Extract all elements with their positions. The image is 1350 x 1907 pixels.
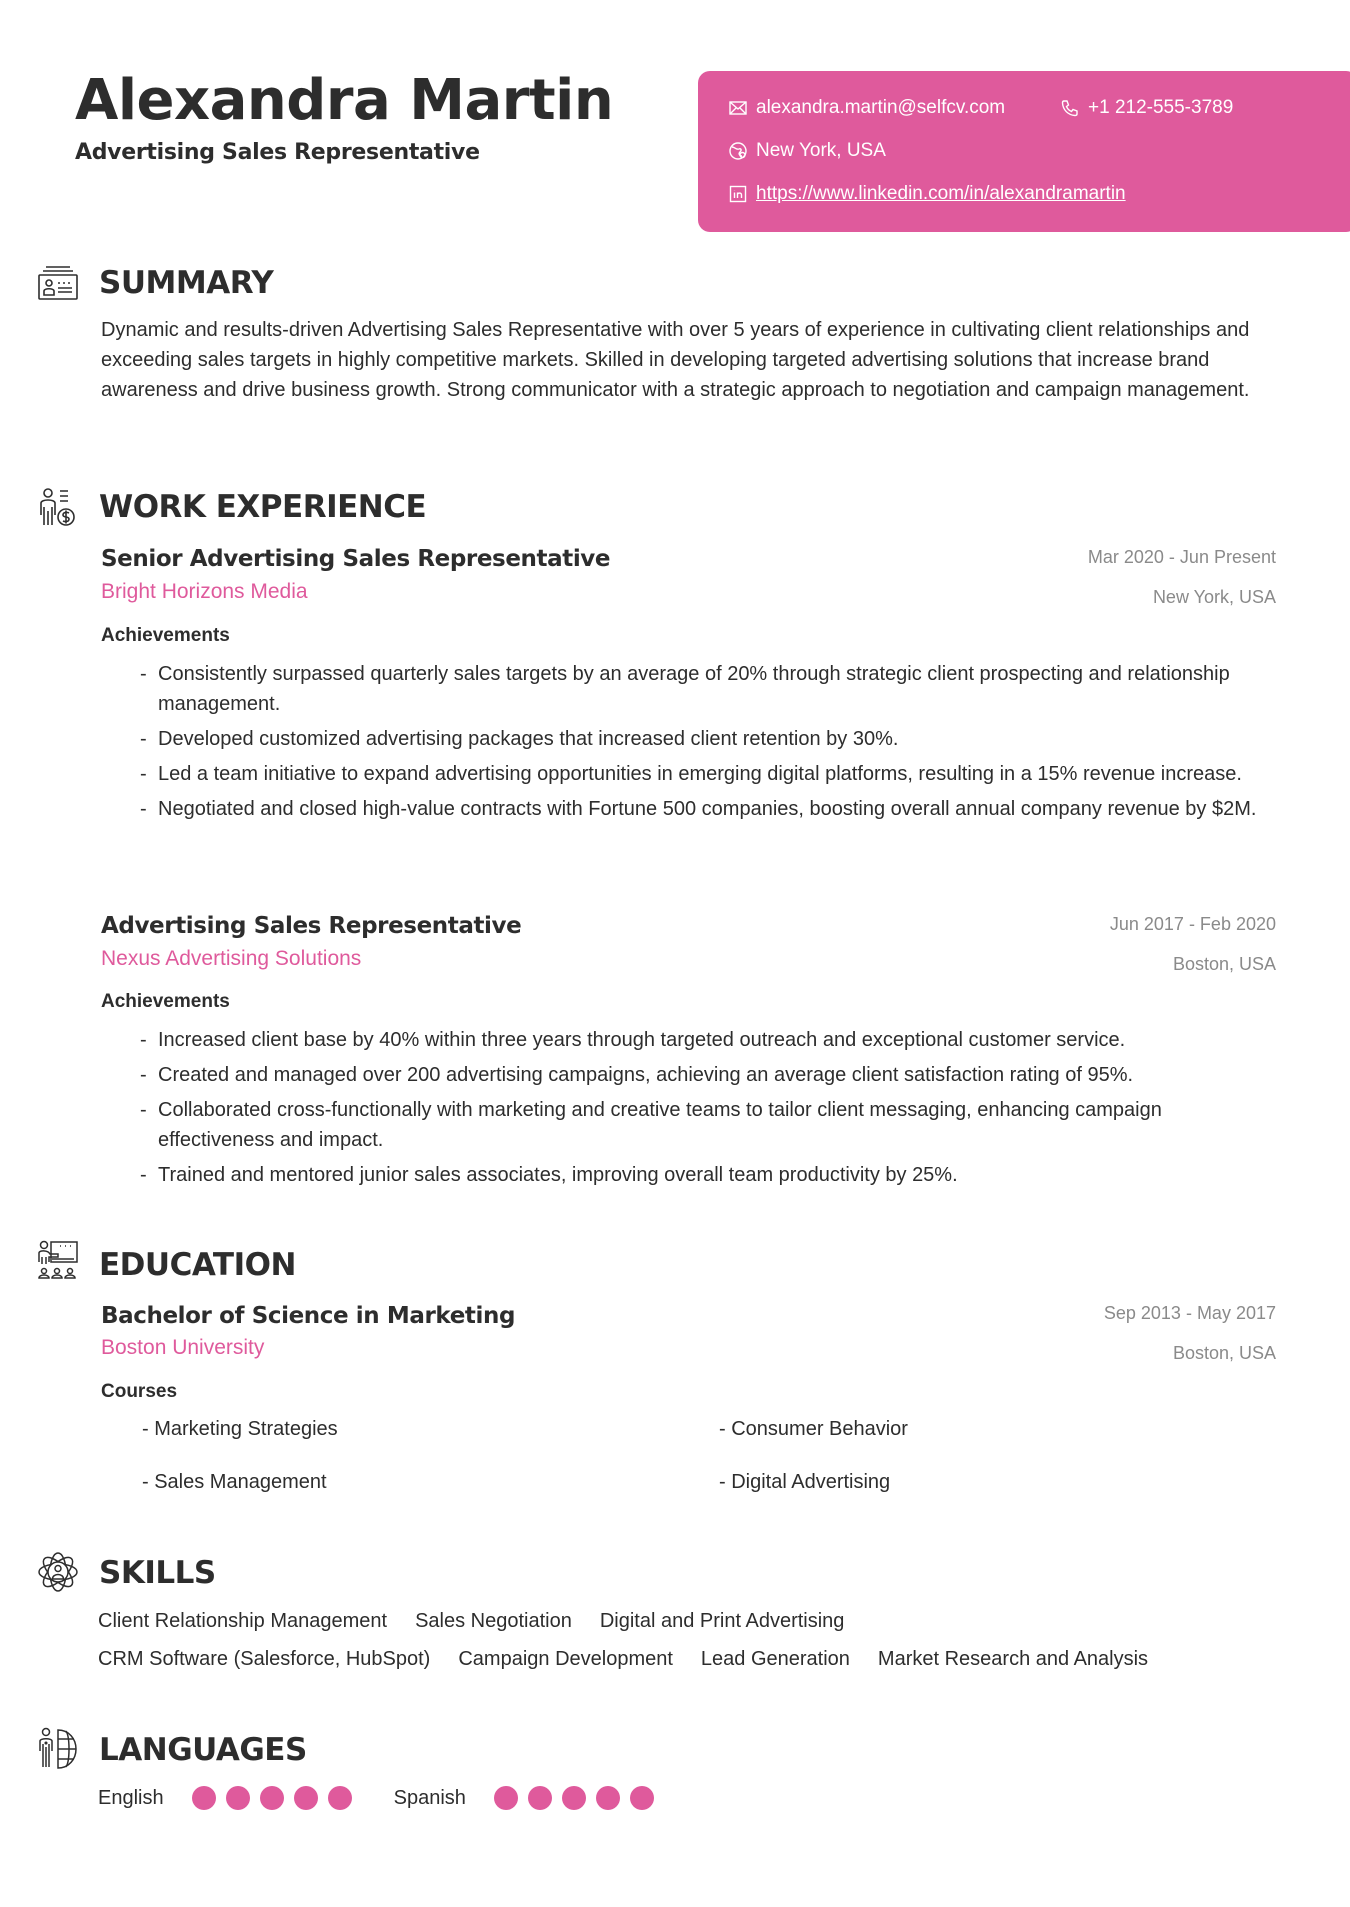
education-dates: Sep 2013 - May 2017: [1103, 1303, 1276, 1323]
achievement-item: - Led a team initiative to expand advertising opportunities in emerging digital platforms, resulting in a 15% revenue increase.: [140, 759, 1280, 789]
languages-heading: LANGUAGES: [99, 1732, 307, 1768]
teacher-classroom-icon: [36, 1240, 80, 1284]
experience-heading: WORK EXPERIENCE: [99, 489, 427, 525]
level-dot: [528, 1786, 552, 1810]
education-location: Boston, USA: [1172, 1343, 1276, 1363]
job-role: Senior Advertising Sales Representative: [101, 546, 611, 572]
course-item: - Consumer Behavior: [719, 1418, 908, 1440]
level-dot: [630, 1786, 654, 1810]
language-level-english: [192, 1786, 352, 1810]
email-text: alexandra.martin@selfcv.com: [756, 97, 1006, 118]
linkedin-icon: [728, 184, 748, 204]
job-company: Bright Horizons Media: [101, 580, 308, 603]
courses-label: Courses: [101, 1381, 178, 1402]
person-money-icon: [36, 487, 80, 531]
language-level-spanish: [494, 1786, 654, 1810]
skills-heading: SKILLS: [99, 1555, 216, 1591]
level-dot: [596, 1786, 620, 1810]
language-name: Spanish: [393, 1786, 466, 1809]
skill-item: Digital and Print Advertising: [599, 1610, 845, 1632]
summary-text: Dynamic and results-driven Advertising Sales Representative with over 5 years of experience in cultivating client relationships and exceeding sales targets in highly competitive markets. Skilled in developing targeted advertising solutions that increase brand awareness and drive business growth. Strong communicator with a strategic approach to negotiation and campaign management.: [101, 319, 1250, 401]
level-dot: [294, 1786, 318, 1810]
job-location: Boston, USA: [1172, 954, 1276, 974]
achievements-list: [140, 659, 1280, 829]
achievement-item: - Created and managed over 200 advertising campaigns, achieving an average client satisfaction rating of 95%.: [140, 1060, 1280, 1090]
phone-icon: [1060, 98, 1080, 118]
skill-item: Client Relationship Management: [98, 1610, 388, 1632]
person-globe-icon: [36, 1727, 80, 1771]
contact-panel: [698, 71, 1350, 232]
summary-heading: SUMMARY: [99, 265, 274, 301]
education-heading: EDUCATION: [99, 1247, 296, 1283]
globe-location-icon: [728, 141, 748, 161]
job-dates: Mar 2020 - Jun Present: [1087, 547, 1276, 567]
skill-item: Lead Generation: [700, 1648, 850, 1670]
skill-item: Sales Negotiation: [415, 1610, 572, 1632]
skills-row-1: [98, 1610, 844, 1633]
course-item: - Sales Management: [142, 1471, 327, 1493]
course-item: - Digital Advertising: [719, 1471, 891, 1493]
level-dot: [328, 1786, 352, 1810]
school: Boston University: [101, 1336, 265, 1359]
degree: Bachelor of Science in Marketing: [101, 1303, 516, 1329]
achievements-label: Achievements: [101, 625, 230, 646]
job-dates: Jun 2017 - Feb 2020: [1109, 914, 1276, 934]
person-mandala-icon: [36, 1550, 80, 1594]
job-role: Advertising Sales Representative: [101, 913, 522, 939]
candidate-title: Advertising Sales Representative: [75, 140, 480, 165]
language-name: English: [98, 1786, 164, 1809]
achievement-item: - Increased client base by 40% within three years through targeted outreach and exceptional customer service.: [140, 1025, 1280, 1055]
location-text: New York, USA: [756, 140, 886, 161]
achievement-item: - Trained and mentored junior sales associates, improving overall team productivity by 25%.: [140, 1160, 1280, 1190]
level-dot: [192, 1786, 216, 1810]
contact-email[interactable]: [728, 97, 1005, 119]
linkedin-link[interactable]: https://www.linkedin.com/in/alexandramartin: [756, 183, 1126, 204]
job-location: New York, USA: [1152, 587, 1276, 607]
skill-item: CRM Software (Salesforce, HubSpot): [98, 1648, 431, 1670]
achievements-label: Achievements: [101, 991, 230, 1012]
achievement-item: - Consistently surpassed quarterly sales targets by an average of 20% through strategic client prospecting and relationship management.: [140, 659, 1280, 719]
id-card-icon: [36, 262, 80, 306]
achievements-list: [140, 1025, 1280, 1195]
envelope-icon: [728, 98, 748, 118]
skill-item: Campaign Development: [458, 1648, 673, 1670]
contact-linkedin[interactable]: [728, 183, 1126, 205]
skill-item: Market Research and Analysis: [877, 1648, 1149, 1670]
job-company: Nexus Advertising Solutions: [101, 947, 362, 970]
level-dot: [260, 1786, 284, 1810]
level-dot: [562, 1786, 586, 1810]
level-dot: [226, 1786, 250, 1810]
level-dot: [494, 1786, 518, 1810]
achievement-item: - Developed customized advertising packages that increased client retention by 30%.: [140, 724, 1280, 754]
achievement-item: - Collaborated cross-functionally with marketing and creative teams to tailor client messaging, enhancing campaign effectiveness and impact.: [140, 1095, 1280, 1155]
candidate-name: Alexandra Martin: [75, 68, 614, 133]
contact-location: [728, 140, 886, 162]
phone-text: +1 212-555-3789: [1088, 97, 1234, 118]
course-item: - Marketing Strategies: [142, 1418, 338, 1440]
contact-phone[interactable]: [1060, 97, 1233, 119]
skills-row-2: [98, 1648, 1148, 1671]
achievement-item: - Negotiated and closed high-value contracts with Fortune 500 companies, boosting overall annual company revenue by $2M.: [140, 794, 1280, 824]
languages-list: [98, 1786, 696, 1810]
